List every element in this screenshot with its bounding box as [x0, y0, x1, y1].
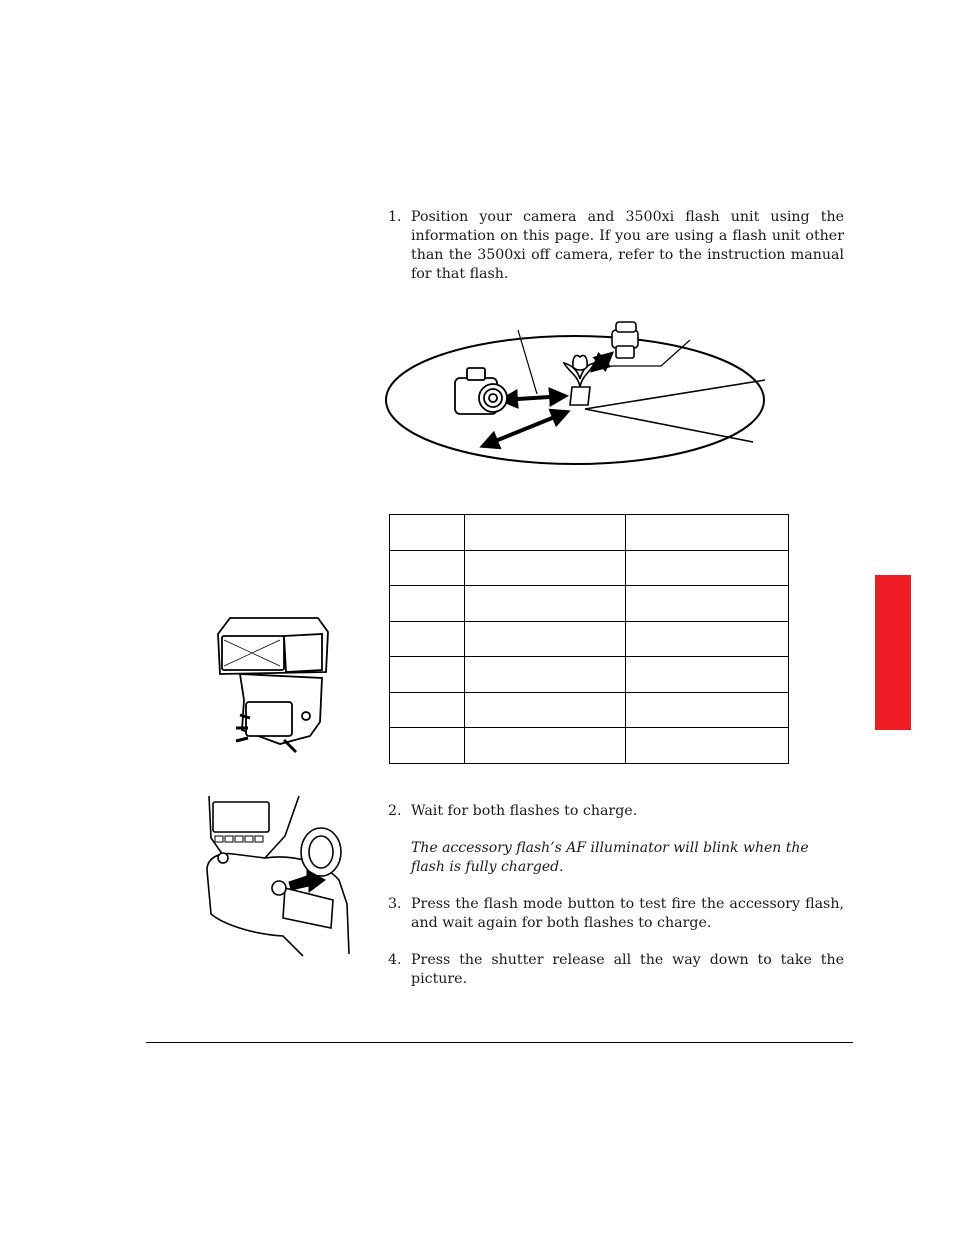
flash-unit-icon	[612, 322, 638, 358]
distance-arrow	[593, 354, 611, 370]
table-cell	[626, 621, 789, 657]
table-row	[390, 586, 789, 622]
table-cell	[465, 550, 626, 586]
table-cell	[465, 657, 626, 693]
table-cell	[465, 621, 626, 657]
distance-table	[389, 514, 789, 764]
step-number: 4.	[388, 952, 402, 968]
table-cell	[465, 728, 626, 764]
footer-rule	[146, 1042, 853, 1043]
table-cell	[626, 550, 789, 586]
flash-unit-illustration	[210, 612, 335, 762]
step-1	[388, 208, 844, 284]
table-cell	[390, 692, 465, 728]
table-row	[390, 728, 789, 764]
table-cell	[626, 728, 789, 764]
table-row	[390, 515, 789, 551]
table-cell	[465, 586, 626, 622]
table-cell	[390, 550, 465, 586]
distance-arrow	[502, 396, 565, 400]
camera-icon	[455, 368, 507, 414]
step-2	[388, 802, 844, 821]
table-cell	[390, 586, 465, 622]
flash-placement-diagram	[385, 318, 775, 473]
plant-icon	[564, 355, 594, 405]
step-text: Position your camera and 3500xi flash unit using the information on this page. If you are using a flash unit other than the 3500xi off camera, refer to the instruction manual for that flash.	[411, 209, 844, 282]
step-number: 2.	[388, 803, 402, 819]
step-4	[388, 951, 844, 989]
table-cell	[626, 692, 789, 728]
distance-arrow	[483, 412, 567, 446]
table-cell	[390, 515, 465, 551]
table-row	[390, 657, 789, 693]
leader-line	[518, 330, 537, 394]
table-cell	[390, 657, 465, 693]
step-text: Press the flash mode button to test fire the accessory flash, and wait again for both flashes to charge.	[411, 896, 844, 931]
step-number: 3.	[388, 896, 402, 912]
camera-flash-button-illustration	[203, 796, 353, 956]
note-text: The accessory flash’s AF illuminator will blink when the flash is fully charged.	[411, 840, 809, 875]
table-row	[390, 621, 789, 657]
step-number: 1.	[388, 209, 402, 225]
wall-line	[585, 409, 753, 442]
table-cell	[626, 586, 789, 622]
wall-line	[585, 380, 765, 409]
step-text: Wait for both flashes to charge.	[411, 803, 638, 819]
table-cell	[465, 515, 626, 551]
table-cell	[390, 621, 465, 657]
table-cell	[626, 515, 789, 551]
step-3	[388, 895, 844, 933]
table-row	[390, 692, 789, 728]
table-cell	[465, 692, 626, 728]
table-cell	[626, 657, 789, 693]
table-row	[390, 550, 789, 586]
chapter-tab	[875, 575, 911, 730]
table-cell	[390, 728, 465, 764]
step-text: Press the shutter release all the way down to take the picture.	[411, 952, 844, 987]
